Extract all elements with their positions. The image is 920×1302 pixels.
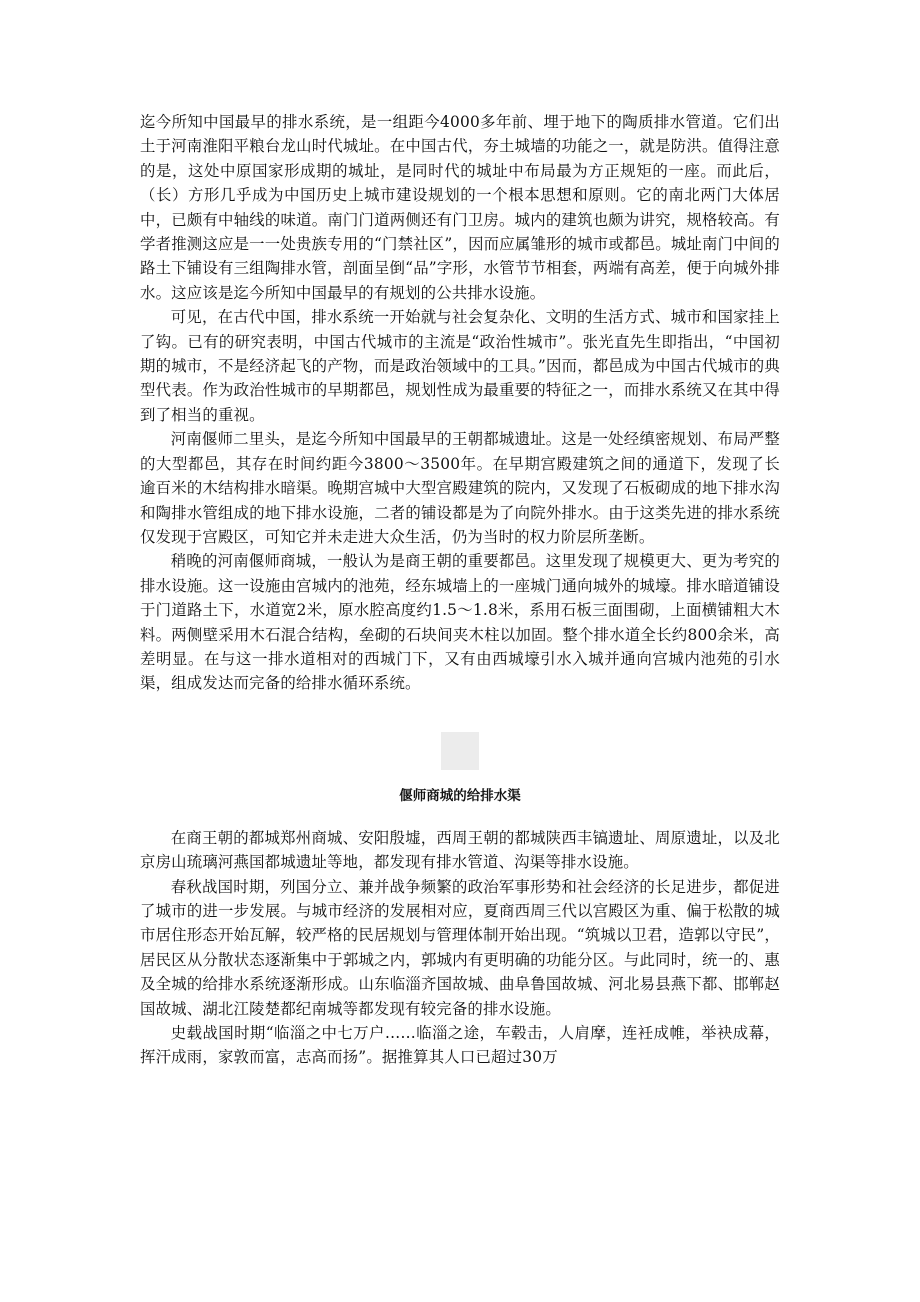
paragraph: 在商王朝的都城郑州商城、安阳殷墟，西周王朝的都城陕西丰镐遗址、周原遗址，以及北京房山琉璃河燕国都城遗址等地，都发现有排水管道、沟渠等排水设施。	[140, 828, 780, 872]
paragraph: 河南偃师二里头，是迄今所知中国最早的王朝都城遗址。这是一处经缜密规划、布局严整的大型都邑，其存在时间约距今3800～3500年。在早期宫殿建筑之间的通道下，发现了长逾百米的木结构排水暗渠。晚期宫城中大型宫殿建筑的院内，又发现了石板砌成的地下排水沟和陶排水管组成的地下排水设施，二者的铺设都是为了向院外排水。由于这类先进的排水系统仅发现于宫殿区，可知它并未走进大众生活，仍为当时的权力阶层所垄断。	[140, 430, 780, 546]
section-later-drainage	[140, 826, 780, 1070]
figure	[140, 696, 780, 826]
paragraph: 可见，在古代中国，排水系统一开始就与社会复杂化、文明的生活方式、城市和国家挂上了钩。已有的研究表明，中国古代城市的主流是“政治性城市”。张光直先生即指出，“中国初期的城市，不是经济起飞的产物，而是政治领域中的工具。”因而，都邑成为中国古代城市的典型代表。作为政治性城市的早期都邑，规划性成为最重要的特征之一，而排水系统又在其中得到了相当的重视。	[140, 308, 780, 424]
figure-caption: 偃师商城的给排水渠	[399, 787, 521, 804]
paragraph: 迄今所知中国最早的排水系统，是一组距今4000多年前、埋于地下的陶质排水管道。它们出土于河南淮阳平粮台龙山时代城址。在中国古代，夯土城墙的功能之一，就是防洪。值得注意的是，这处中原国家形成期的城址，是同时代的城址中布局最为方正规矩的一座。而此后，（长）方形几乎成为中国历史上城市建设规划的一个根本思想和原则。它的南北两门大体居中，已颇有中轴线的味道。南门门道两侧还有门卫房。城内的建筑也颇为讲究，规格较高。有学者推测这应是一一处贵族专用的“门禁社区”，因而应属雏形的城市或都邑。城址南门中间的路土下铺设有三组陶排水管，剖面呈倒“品”字形，水管节节相套，两端有高差，便于向城外排水。这应该是迄今所知中国最早的有规划的公共排水设施。	[140, 113, 780, 302]
section-ancient-drainage	[140, 110, 780, 696]
document-page	[140, 110, 780, 1070]
paragraph: 春秋战国时期，列国分立、兼并战争频繁的政治军事形势和社会经济的长足进步，都促进了城市的进一步发展。与城市经济的发展相对应，夏商西周三代以宫殿区为重、偏于松散的城市居住形态开始瓦解，较严格的民居规划与管理体制开始出现。“筑城以卫君，造郭以守民”，居民区从分散状态逐渐集中于郭城之内，郭城内有更明确的功能分区。与此同时，统一的、惠及全城的给排水系统逐渐形成。山东临淄齐国故城、曲阜鲁国故城、河北易县燕下都、邯郸赵国故城、湖北江陵楚都纪南城等都发现有较完备的排水设施。	[140, 877, 780, 1018]
paragraph: 史载战国时期“临淄之中七万户……临淄之途，车毂击，人肩摩，连衽成帷，举袂成幕，挥汗成雨，家敦而富，志高而扬”。据推算其人口已超过30万	[140, 1024, 780, 1067]
figure-image-placeholder	[441, 732, 479, 770]
paragraph: 稍晚的河南偃师商城，一般认为是商王朝的重要都邑。这里发现了规模更大、更为考究的排水设施。这一设施由宫城内的池苑，经东城墙上的一座城门通向城外的城壕。排水暗道铺设于门道路土下，水道宽2米，原水腔高度约1.5～1.8米，系用石板三面围砌，上面横铺粗大木料。两侧壁采用木石混合结构，垒砌的石块间夹木柱以加固。整个排水道全长约800余米，高差明显。在与这一排水道相对的西城门下，又有由西城壕引水入城并通向宫城内池苑的引水渠，组成发达而完备的给排水循环系统。	[140, 552, 780, 693]
